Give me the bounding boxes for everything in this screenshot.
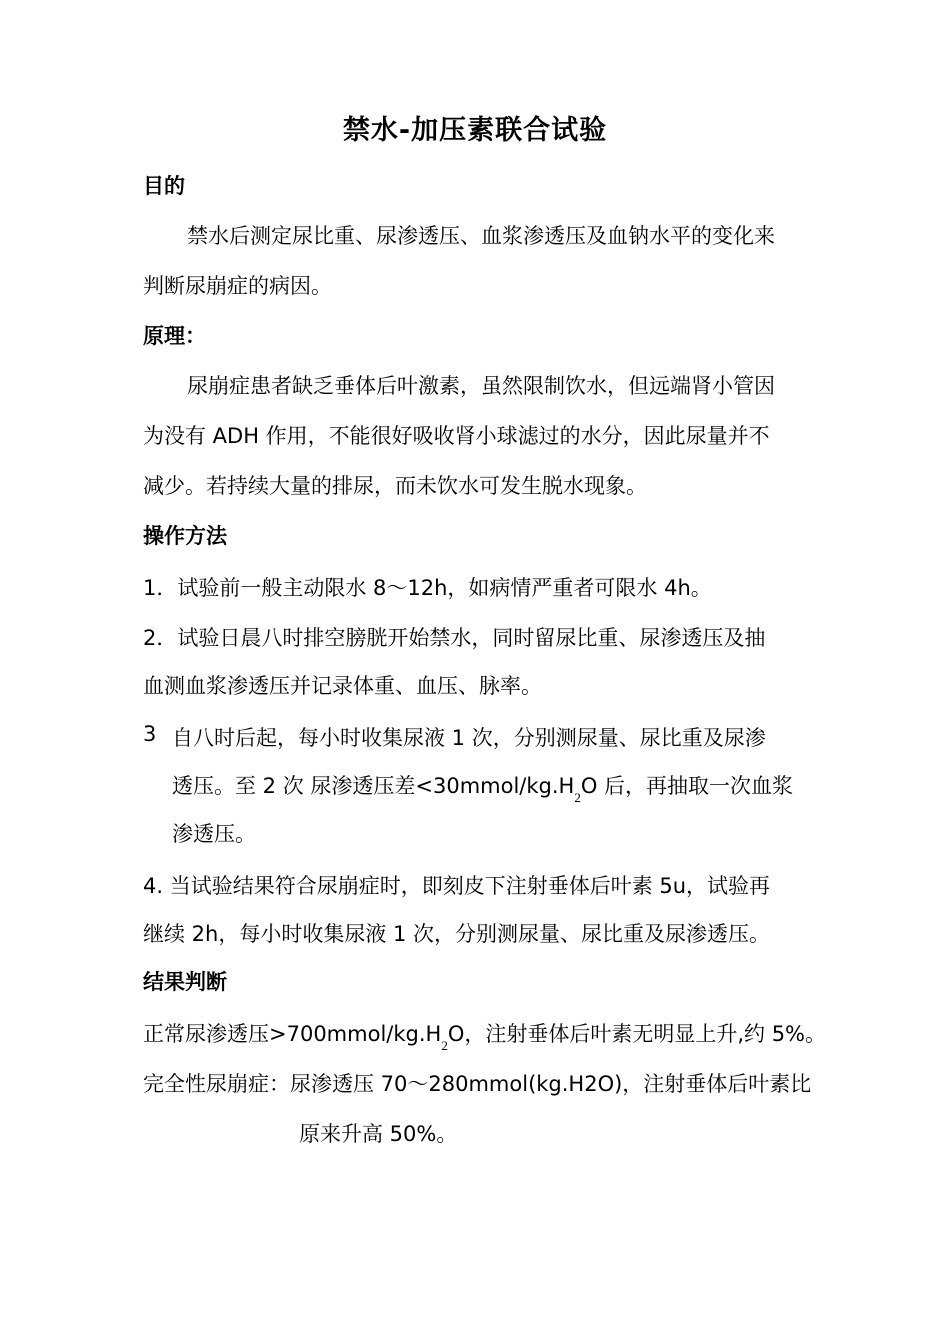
- method-step-3-line-2-tail: O 后，再抽取一次血浆: [580, 774, 794, 798]
- method-step-1: 1．试验前一般主动限水 8～12h，如病情严重者可限水 4h。: [143, 576, 712, 600]
- purpose-text-line-1: 禁水后测定尿比重、尿渗透压、血浆渗透压及血钠水平的变化来: [187, 224, 775, 248]
- method-step-3-line-1: 自八时后起，每小时收集尿液 1 次，分别测尿量、尿比重及尿渗: [172, 726, 766, 750]
- method-heading: 操作方法: [143, 524, 227, 548]
- page-title: 禁水-加压素联合试验: [342, 115, 608, 146]
- method-step-3-line-2-text: 透压。至 2 次 尿渗透压差<30mmol/kg.H: [172, 774, 575, 798]
- purpose-text-line-2: 判断尿崩症的病因。: [143, 274, 332, 298]
- purpose-heading: 目的: [143, 174, 185, 198]
- principle-text-line-2: 为没有 ADH 作用，不能很好吸收肾小球滤过的水分，因此尿量并不: [143, 424, 770, 448]
- method-step-3-line-3: 渗透压。: [172, 822, 256, 846]
- principle-text-line-3: 减少。若持续大量的排尿，而未饮水可发生脱水现象。: [143, 474, 647, 498]
- principle-text-line-1: 尿崩症患者缺乏垂体后叶激素，虽然限制饮水，但远端肾小管因: [187, 374, 775, 398]
- result-heading: 结果判断: [143, 970, 227, 994]
- subscript-2: 2: [574, 790, 581, 805]
- result-complete-line-2: 原来升高 50%。: [299, 1122, 458, 1146]
- result-normal-text: 正常尿渗透压>700mmol/kg.H: [143, 1022, 442, 1046]
- method-step-3-line-2: [172, 770, 793, 806]
- subscript-2: 2: [441, 1038, 448, 1053]
- result-normal: [143, 1018, 826, 1054]
- method-step-4-line-1: 4. 当试验结果符合尿崩症时，即刻皮下注射垂体后叶素 5u，试验再: [143, 874, 771, 898]
- principle-heading: 原理：: [143, 324, 206, 348]
- result-normal-tail: O，注射垂体后叶素无明显上升,约 5%。: [447, 1022, 827, 1046]
- method-step-2-line-1: 2．试验日晨八时排空膀胱开始禁水，同时留尿比重、尿渗透压及抽: [143, 626, 766, 650]
- method-step-3-number: 3: [143, 722, 157, 746]
- result-complete-line-1: 完全性尿崩症：尿渗透压 70～280mmol(kg.H2O)，注射垂体后叶素比: [143, 1072, 812, 1096]
- method-step-2-line-2: 血测血浆渗透压并记录体重、血压、脉率。: [143, 674, 542, 698]
- method-step-4-line-2: 继续 2h，每小时收集尿液 1 次，分别测尿量、尿比重及尿渗透压。: [143, 922, 771, 946]
